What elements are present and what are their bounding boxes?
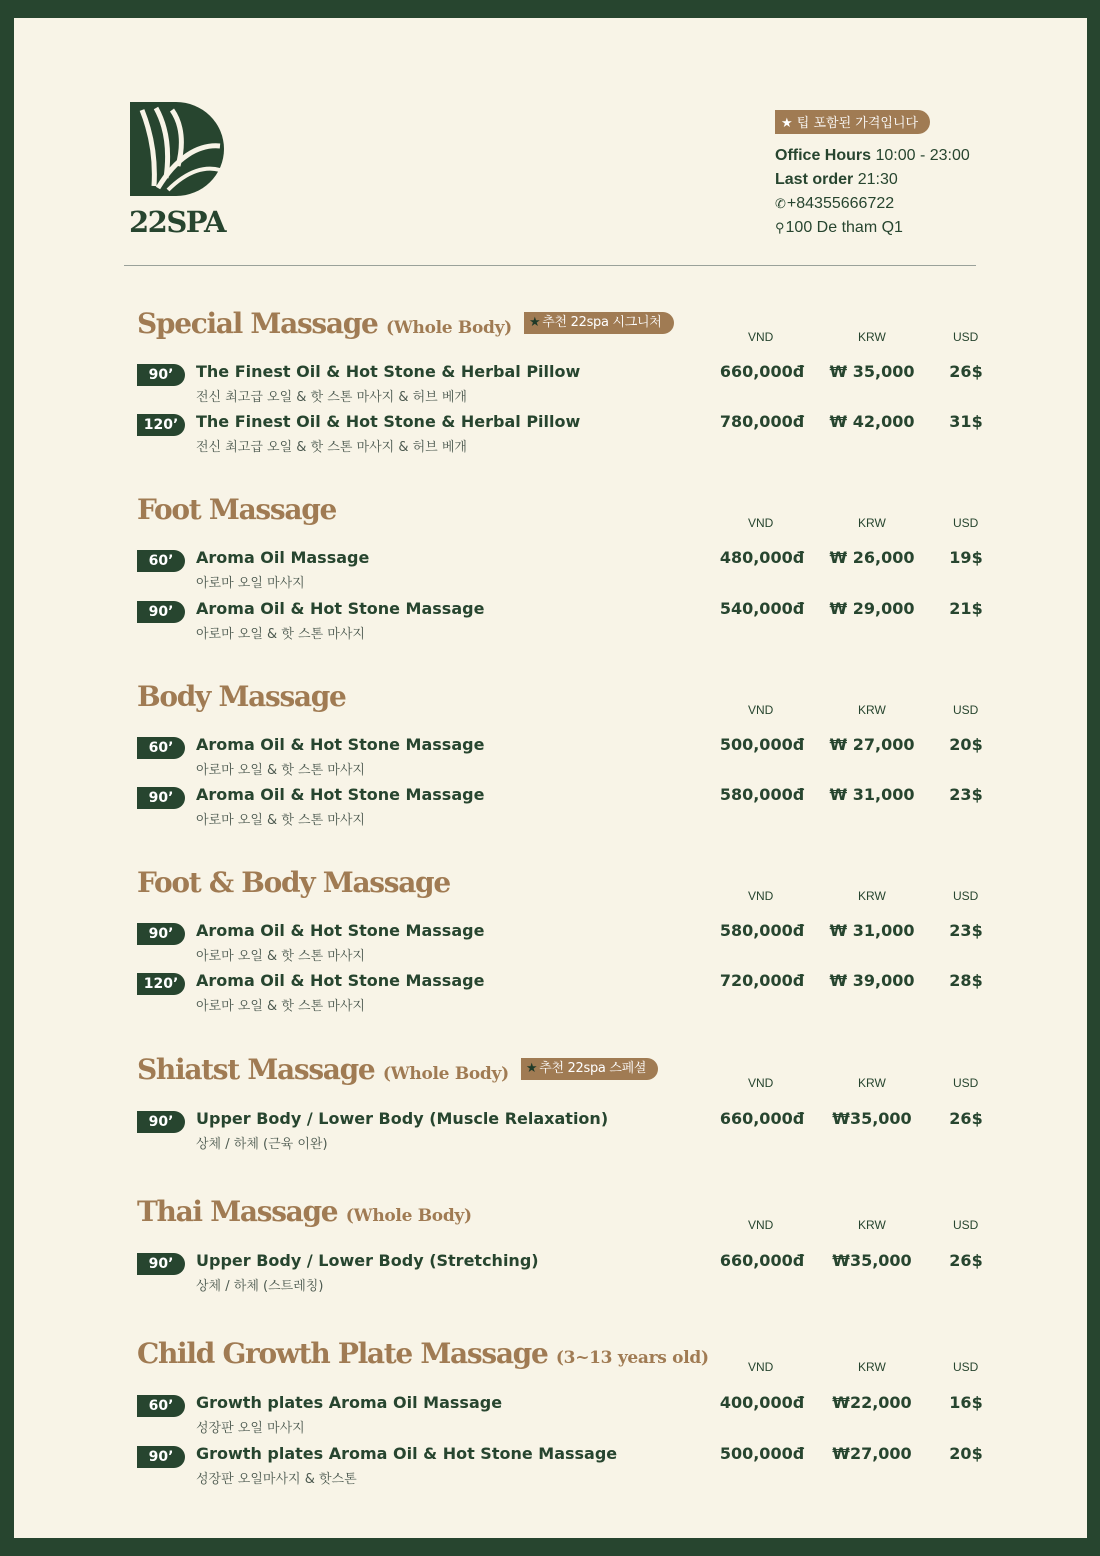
menu-item bbox=[137, 1393, 987, 1439]
column-header-usd: USD bbox=[953, 330, 979, 344]
item-name: The Finest Oil & Hot Stone & Herbal Pillow bbox=[196, 362, 581, 381]
price-krw: ₩ 39,000 bbox=[829, 971, 915, 990]
menu-item bbox=[137, 1109, 987, 1155]
location-pin-icon: ⚲ bbox=[775, 220, 785, 235]
menu-item bbox=[137, 921, 987, 967]
star-icon: ★ bbox=[525, 1060, 538, 1076]
star-icon: ★ bbox=[528, 314, 541, 330]
price-krw: ₩ 27,000 bbox=[829, 735, 915, 754]
section-title-main: Shiatst Massage bbox=[137, 1053, 375, 1086]
price-usd: 21$ bbox=[949, 599, 983, 618]
column-header-usd: USD bbox=[953, 1218, 979, 1232]
phone-icon: ✆ bbox=[775, 196, 786, 211]
duration-tag: 90’ bbox=[137, 601, 185, 623]
price-usd: 19$ bbox=[949, 548, 983, 567]
price-vnd: 500,000đ bbox=[719, 735, 805, 754]
item-name: Growth plates Aroma Oil Massage bbox=[196, 1393, 503, 1412]
price-krw: ₩ 29,000 bbox=[829, 599, 915, 618]
header-divider bbox=[124, 265, 976, 266]
duration-tag: 90’ bbox=[137, 1111, 185, 1133]
menu-item bbox=[137, 971, 987, 1017]
item-korean-name: 아로마 오일 & 핫 스톤 마사지 bbox=[196, 813, 365, 828]
price-vnd: 500,000đ bbox=[719, 1444, 805, 1463]
price-vnd: 660,000đ bbox=[719, 1251, 805, 1270]
item-korean-name: 아로마 오일 & 핫 스톤 마사지 bbox=[196, 763, 365, 778]
section-title-main: Foot Massage bbox=[137, 493, 336, 526]
price-vnd: 720,000đ bbox=[719, 971, 805, 990]
item-korean-name: 상체 / 하체 (스트레칭) bbox=[196, 1279, 324, 1294]
price-vnd: 660,000đ bbox=[719, 362, 805, 381]
item-korean-name: 아로마 오일 & 핫 스톤 마사지 bbox=[196, 949, 365, 964]
price-usd: 28$ bbox=[949, 971, 983, 990]
column-header-usd: USD bbox=[953, 1360, 979, 1374]
column-header-krw: KRW bbox=[858, 1360, 886, 1374]
shop-info bbox=[775, 144, 970, 240]
price-krw: ₩ 35,000 bbox=[829, 362, 915, 381]
section-title-main: Body Massage bbox=[137, 680, 346, 713]
office-hours-value: 10:00 - 23:00 bbox=[875, 147, 970, 164]
price-krw: ₩ 42,000 bbox=[829, 412, 915, 431]
recommend-badge-text: 추천 22spa 시그니처 bbox=[542, 314, 662, 330]
item-name: Aroma Oil Massage bbox=[196, 548, 370, 567]
item-name: Upper Body / Lower Body (Stretching) bbox=[196, 1251, 539, 1270]
price-vnd: 580,000đ bbox=[719, 921, 805, 940]
section-subtitle: (Whole Body) bbox=[385, 318, 512, 338]
price-krw: ₩27,000 bbox=[832, 1444, 912, 1463]
price-usd: 20$ bbox=[949, 735, 983, 754]
column-header-vnd: VND bbox=[748, 889, 774, 903]
duration-tag: 60’ bbox=[137, 1395, 185, 1417]
section-title-main: Thai Massage bbox=[137, 1195, 338, 1228]
price-usd: 23$ bbox=[949, 785, 983, 804]
duration-tag: 90’ bbox=[137, 364, 185, 386]
price-vnd: 540,000đ bbox=[719, 599, 805, 618]
column-header-usd: USD bbox=[953, 516, 979, 530]
office-hours-label: Office Hours bbox=[775, 147, 872, 164]
menu-item bbox=[137, 1251, 987, 1297]
item-name: Upper Body / Lower Body (Muscle Relaxation) bbox=[196, 1109, 609, 1128]
column-header-usd: USD bbox=[953, 889, 979, 903]
section bbox=[137, 307, 987, 477]
last-order bbox=[775, 168, 970, 192]
duration-tag: 90’ bbox=[137, 1253, 185, 1275]
phone[interactable] bbox=[775, 192, 970, 216]
column-header-vnd: VND bbox=[748, 516, 774, 530]
item-korean-name: 아로마 오일 & 핫 스톤 마사지 bbox=[196, 627, 365, 642]
price-usd: 26$ bbox=[949, 362, 983, 381]
leaf-d-logo-icon bbox=[128, 100, 228, 196]
price-vnd: 660,000đ bbox=[719, 1109, 805, 1128]
price-usd: 26$ bbox=[949, 1109, 983, 1128]
address-text: 100 De tham Q1 bbox=[785, 219, 903, 236]
section bbox=[137, 680, 987, 850]
tip-included-badge: ★ 팁 포함된 가격입니다 bbox=[775, 110, 930, 134]
item-name: Growth plates Aroma Oil & Hot Stone Massage bbox=[196, 1444, 618, 1463]
menu-item bbox=[137, 599, 987, 645]
item-korean-name: 성장판 오일마사지 & 핫스톤 bbox=[196, 1472, 357, 1487]
address bbox=[775, 216, 970, 240]
price-usd: 31$ bbox=[949, 412, 983, 431]
price-vnd: 780,000đ bbox=[719, 412, 805, 431]
price-krw: ₩ 31,000 bbox=[829, 921, 915, 940]
menu-item bbox=[137, 412, 987, 458]
column-header-vnd: VND bbox=[748, 1076, 774, 1090]
item-korean-name: 아로마 오일 마사지 bbox=[196, 576, 305, 591]
section-title-main: Foot & Body Massage bbox=[137, 866, 450, 899]
menu-item bbox=[137, 1444, 987, 1490]
column-header-krw: KRW bbox=[858, 516, 886, 530]
column-header-krw: KRW bbox=[858, 1218, 886, 1232]
column-header-krw: KRW bbox=[858, 330, 886, 344]
recommend-badge bbox=[521, 1058, 658, 1080]
office-hours bbox=[775, 144, 970, 168]
duration-tag: 120’ bbox=[137, 414, 185, 436]
column-header-krw: KRW bbox=[858, 703, 886, 717]
section-subtitle: (Whole Body) bbox=[382, 1064, 509, 1084]
item-name: Aroma Oil & Hot Stone Massage bbox=[196, 735, 485, 754]
item-name: Aroma Oil & Hot Stone Massage bbox=[196, 971, 485, 990]
price-krw: ₩35,000 bbox=[832, 1109, 912, 1128]
column-header-usd: USD bbox=[953, 703, 979, 717]
section-title-main: Child Growth Plate Massage bbox=[137, 1337, 548, 1370]
phone-number[interactable]: +84355666722 bbox=[786, 195, 895, 212]
menu-item bbox=[137, 548, 987, 594]
price-vnd: 580,000đ bbox=[719, 785, 805, 804]
column-header-vnd: VND bbox=[748, 330, 774, 344]
column-header-krw: KRW bbox=[858, 889, 886, 903]
duration-tag: 60’ bbox=[137, 550, 185, 572]
section-title-main: Special Massage bbox=[137, 307, 378, 340]
item-korean-name: 아로마 오일 & 핫 스톤 마사지 bbox=[196, 999, 365, 1014]
section bbox=[137, 866, 987, 1036]
menu-item bbox=[137, 362, 987, 408]
recommend-badge-text: 추천 22spa 스페셜 bbox=[539, 1060, 647, 1076]
section bbox=[137, 493, 987, 663]
price-krw: ₩22,000 bbox=[832, 1393, 912, 1412]
column-header-krw: KRW bbox=[858, 1076, 886, 1090]
item-korean-name: 전신 최고급 오일 & 핫 스톤 마사지 & 허브 베개 bbox=[196, 390, 467, 405]
item-korean-name: 성장판 오일 마사지 bbox=[196, 1421, 305, 1436]
item-name: Aroma Oil & Hot Stone Massage bbox=[196, 785, 485, 804]
price-krw: ₩ 26,000 bbox=[829, 548, 915, 567]
duration-tag: 60’ bbox=[137, 737, 185, 759]
last-order-label: Last order bbox=[775, 171, 854, 188]
duration-tag: 120’ bbox=[137, 973, 185, 995]
price-usd: 16$ bbox=[949, 1393, 983, 1412]
price-krw: ₩35,000 bbox=[832, 1251, 912, 1270]
menu-item bbox=[137, 785, 987, 831]
price-vnd: 480,000đ bbox=[719, 548, 805, 567]
price-usd: 26$ bbox=[949, 1251, 983, 1270]
recommend-badge bbox=[524, 312, 674, 334]
price-vnd: 400,000đ bbox=[719, 1393, 805, 1412]
section bbox=[137, 1337, 987, 1507]
last-order-value: 21:30 bbox=[857, 171, 898, 188]
column-header-vnd: VND bbox=[748, 1360, 774, 1374]
section-subtitle: (Whole Body) bbox=[345, 1206, 472, 1226]
duration-tag: 90’ bbox=[137, 787, 185, 809]
price-krw: ₩ 31,000 bbox=[829, 785, 915, 804]
item-korean-name: 전신 최고급 오일 & 핫 스톤 마사지 & 허브 베개 bbox=[196, 440, 467, 455]
item-name: Aroma Oil & Hot Stone Massage bbox=[196, 921, 485, 940]
price-usd: 23$ bbox=[949, 921, 983, 940]
item-name: The Finest Oil & Hot Stone & Herbal Pillow bbox=[196, 412, 581, 431]
item-korean-name: 상체 / 하체 (근육 이완) bbox=[196, 1137, 328, 1152]
item-name: Aroma Oil & Hot Stone Massage bbox=[196, 599, 485, 618]
price-usd: 20$ bbox=[949, 1444, 983, 1463]
column-header-vnd: VND bbox=[748, 1218, 774, 1232]
brand-name: 22SPA bbox=[129, 205, 225, 239]
column-header-vnd: VND bbox=[748, 703, 774, 717]
section-subtitle: (3~13 years old) bbox=[555, 1348, 709, 1368]
duration-tag: 90’ bbox=[137, 923, 185, 945]
column-header-usd: USD bbox=[953, 1076, 979, 1090]
menu-item bbox=[137, 735, 987, 781]
duration-tag: 90’ bbox=[137, 1446, 185, 1468]
